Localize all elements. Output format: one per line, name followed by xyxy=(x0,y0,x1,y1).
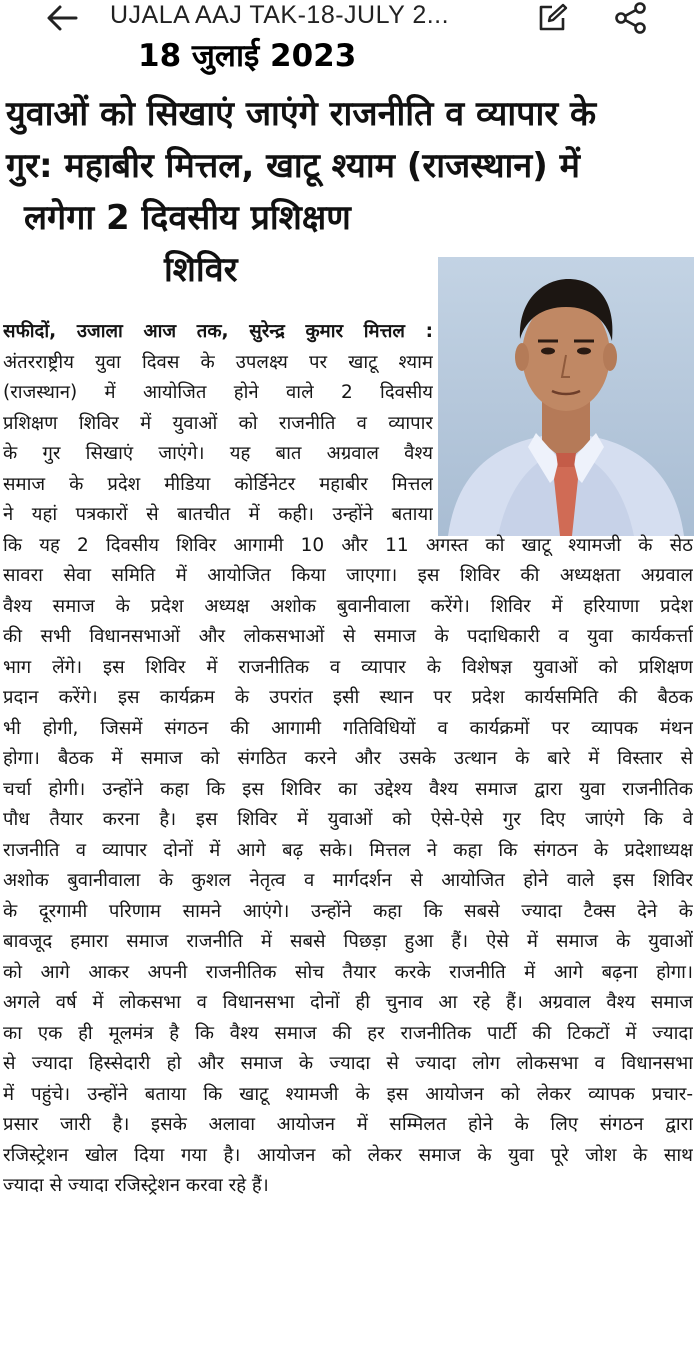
article-line: प्रशिक्षण शिविर में युवाओं को राजनीति व व्यापार xyxy=(3,412,433,434)
article-line: के दूरगामी परिणाम सामने आएंगे। उन्होंने कहा कि सबसे ज्यादा टैक्स देने के xyxy=(3,900,693,922)
article-line: अशोक बुवानीवाला के कुशल नेतृत्व व मार्गदर्शन से आयोजित होने वाले इस शिविर xyxy=(3,870,693,891)
article-line: कि यह 2 दिवसीय शिविर आगामी 10 और 11 अगस्त को खाटू श्यामजी के सेठ xyxy=(3,534,693,556)
edit-icon[interactable] xyxy=(537,3,569,33)
headline-line: युवाओं को सिखाएं जाएंगे राजनीति व व्यापार के xyxy=(6,94,597,134)
article-line: को आगे आकर अपनी राजनीतिक सोच तैयार करके राजनीति में आगे बढ़ना होगा। xyxy=(3,961,693,983)
article-line: ने यहां पत्रकारों से बातचीत में कही। उन्होंने बताया xyxy=(3,504,433,525)
article-line: चर्चा होगी। उन्होंने कहा कि इस शिविर का उद्देश्य वैश्य समाज द्वारा युवा राजनीतिक xyxy=(3,778,693,800)
article-line: के गुर सिखाएं जाएंगे। यह बात अग्रवाल वैश्य xyxy=(3,443,433,464)
article-body xyxy=(3,317,693,1202)
article-line: प्रसार जारी है। इसके अलावा आयोजन में सम्मिलत होने के लिए संगठन द्वारा xyxy=(3,1114,693,1135)
publication-date: 18 जुलाई 2023 xyxy=(138,38,357,74)
arrow-left-icon[interactable] xyxy=(44,2,80,34)
article-line: रजिस्ट्रेशन खोल दिया गया है। आयोजन को लेकर समाज के युवा पूरे जोश के साथ xyxy=(3,1144,693,1166)
article-line: समाज के प्रदेश मीडिया कोर्डिनेटर महाबीर मित्तल xyxy=(3,473,433,495)
article-line: प्रदान करेंगे। इस कार्यक्रम के उपरांत इसी स्थान पर प्रदेश कार्यसमिति की बैठक xyxy=(3,687,693,708)
article-line: वैश्य समाज के प्रदेश अध्यक्ष अशोक बुवानीवाला करेंगे। शिविर में हरियाणा प्रदेश xyxy=(3,595,693,617)
headline-line: गुर: महाबीर मित्तल, खाटू श्याम (राजस्थान) में xyxy=(6,146,580,186)
article-line: सावरा सेवा समिति में आयोजित किया जाएगा। इस शिविर की अध्यक्षता अग्रवाल xyxy=(3,565,693,586)
document-title: UJALA AAJ TAK-18-JULY 2... xyxy=(110,1,450,29)
headline-line: शिविर xyxy=(164,250,238,290)
article-line: का एक ही मूलमंत्र है कि वैश्य समाज की हर राजनीतिक पार्टी की टिकटों में ज्यादा xyxy=(3,1022,693,1044)
article-line: से ज्यादा हिस्सेदारी हो और समाज के ज्यादा से ज्यादा लोग लोकसभा व विधानसभा xyxy=(3,1053,693,1074)
article-line: भाग लेंगे। इस शिविर में राजनीतिक व व्यापार के विशेषज्ञ युवाओं को प्रशिक्षण xyxy=(3,656,693,678)
article-line: में पहुंचे। उन्होंने बताया कि खाटू श्यामजी के इस आयोजन को लेकर व्यापक प्रचार- xyxy=(3,1083,693,1105)
app-bar xyxy=(0,0,696,36)
article-line: अंतरराष्ट्रीय युवा दिवस के उपलक्ष्य पर खाटू श्याम xyxy=(3,351,433,373)
article-line: राजनीति व व्यापार दोनों में आगे बढ़ सके। मित्तल ने कहा कि संगठन के प्रदेशाध्यक्ष xyxy=(3,839,693,861)
article-line: की सभी विधानसभाओं और लोकसभाओं से समाज के पदाधिकारी व युवा कार्यकर्त्ता xyxy=(3,626,693,647)
article-line: बावजूद हमारा समाज राजनीति में सबसे पिछड़ा हुआ हैं। ऐसे में समाज के युवाओं xyxy=(3,931,693,952)
article-line: होगा। बैठक में समाज को संगठित करने और उसके उत्थान के बारे में विस्तार से xyxy=(3,748,693,769)
article-line: भी होगी, जिसमें संगठन की आगामी गतिविधियों व कार्यक्रमों पर व्यापक मंथन xyxy=(3,717,693,739)
article-line: (राजस्थान) में आयोजित होने वाले 2 दिवसीय xyxy=(3,382,433,403)
article-line: अगले वर्ष में लोकसभा व विधानसभा दोनों ही चुनाव आ रहे हैं। अग्रवाल वैश्य समाज xyxy=(3,992,693,1013)
article-line: पौध तैयार करना है। इस शिविर में युवाओं को ऐसे-ऐसे गुर दिए जाएंगे कि वे xyxy=(3,809,693,830)
article-line: ज्यादा से ज्यादा रजिस्ट्रेशन करवा रहे हैं। xyxy=(3,1175,269,1196)
article-dateline: सफीदों, उजाला आज तक, सुरेन्द्र कुमार मित्तल : xyxy=(3,321,433,342)
share-icon[interactable] xyxy=(614,2,648,34)
headline-line: लगेगा 2 दिवसीय प्रशिक्षण xyxy=(24,198,351,238)
